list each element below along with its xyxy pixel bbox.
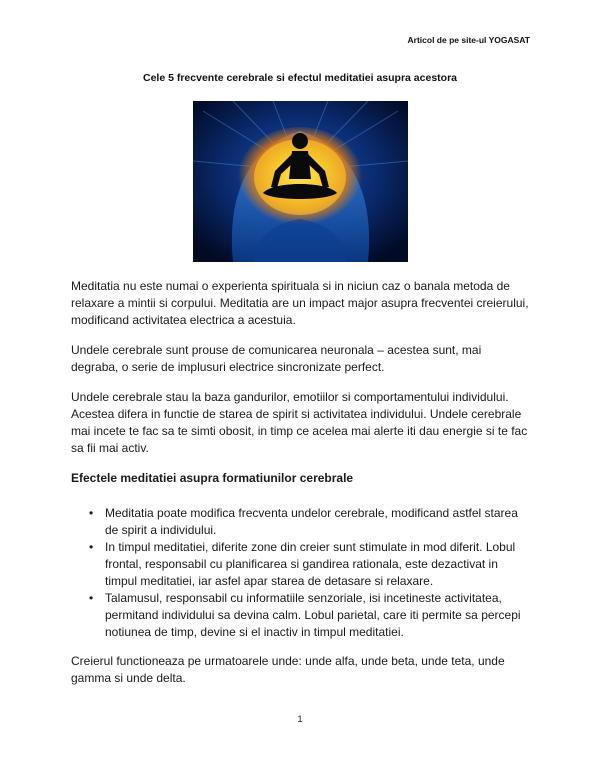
section-heading: Efectele meditatiei asupra formatiunilor cerebrale [71, 471, 354, 485]
bullet-icon: • [89, 506, 94, 520]
bullet-icon: • [89, 591, 94, 605]
page-number: 1 [297, 714, 303, 725]
list-item [89, 539, 531, 590]
list-item-text: Talamusul, responsabil cu informatiile senzoriale, isi incetineste activitatea, permitand individului sa devina calm. Lobul parietal, care iti permite sa percepi notiunea de timp, devine si el inactiv in timpul meditatiei. [105, 591, 521, 639]
list-item-text: Meditatia poate modifica frecventa undelor cerebrale, modificand astfel starea de spirit a individului. [105, 506, 518, 537]
bullet-icon: • [89, 540, 94, 554]
list-item [89, 590, 531, 641]
bullet-list [71, 505, 531, 641]
paragraph: Meditatia nu este numai o experienta spirituala si in niciun caz o banala metoda de relaxare a mintii si corpului. Meditatia are un impact major asupra frecventei creierului, modificand activitatea electrica a acestuia. [71, 279, 529, 327]
hero-image [193, 101, 408, 262]
closing-paragraph: Creierul functioneaza pe urmatoarele unde: unde alfa, unde beta, unde teta, unde gamma si unde delta. [71, 654, 505, 685]
article-body [71, 278, 531, 700]
page-title: Cele 5 frecvente cerebrale si efectul meditatiei asupra acestora [143, 72, 457, 84]
paragraph: Undele cerebrale sunt prouse de comunicarea neuronala – acestea sunt, mai degraba, o serie de implusuri electrice sincronizate perfect. [71, 343, 482, 374]
meditating-silhouette-icon [193, 101, 408, 262]
list-item-text: In timpul meditatiei, diferite zone din creier sunt stimulate in mod diferit. Lobul frontal, responsabil cu planificarea si gandirea rationala, este dezactivat in timpul meditatiei, iar asfel apar starea de detasare si relaxare. [105, 540, 516, 588]
paragraph: Undele cerebrale stau la baza gandurilor, emotiilor si comportamentului individului. Acestea difera in functie de starea de spirit si activitatea individului. Undele cerebrale mai incete te fac sa te simti obosit, in timp ce acelea mai alerte iti dau energie si te fac sa fii mai activ. [71, 390, 528, 455]
source-note: Articol de pe site-ul YOGASAT [407, 35, 530, 45]
list-item [89, 505, 531, 539]
